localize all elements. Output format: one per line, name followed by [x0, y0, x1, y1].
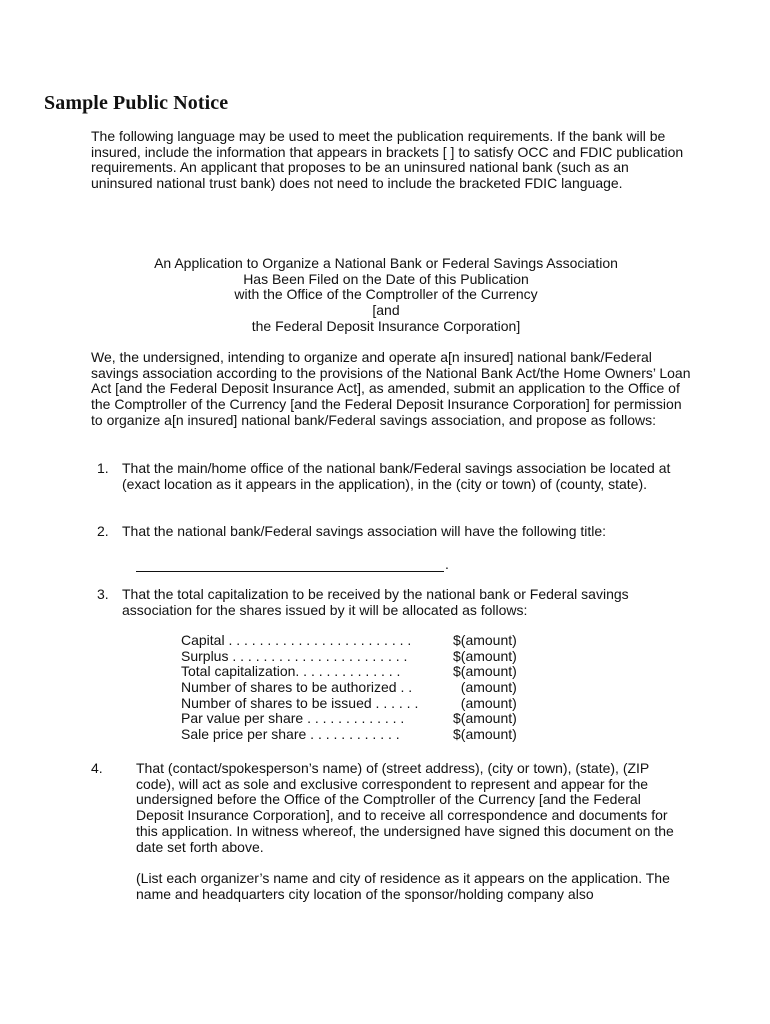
capitalization-label: Sale price per share . . . . . . . . . . . .: [181, 726, 400, 743]
list-item-text: That (contact/spokesperson’s name) of (street address), (city or town), (state), (ZIP code), will act as sole and exclusive correspondent to represent and appear for the undersigned before the Office of the Comptroller of the Currency [and the Federal Deposit Insurance Corporation], and to receive all correspondence and documents for this application. In witness whereof, the undersigned have signed this document on the date set forth above.: [136, 760, 674, 855]
list-item-number: 1.: [97, 460, 109, 476]
capitalization-amount: $(amount): [453, 710, 517, 727]
capitalization-label: Par value per share . . . . . . . . . . . . .: [181, 710, 405, 727]
notice-heading-line: the Federal Deposit Insurance Corporation]: [251, 317, 521, 334]
notice-heading-line: [and: [372, 302, 400, 319]
list-item-text: That the main/home office of the national bank/Federal savings association be located at (exact location as it appears in the application), in the (city or town) of (county, state).: [122, 460, 671, 492]
organizer-note: (List each organizer’s name and city of residence as it appears on the application. The name and headquarters city location of the sponsor/holding company also: [136, 870, 670, 902]
capitalization-amount: (amount): [453, 679, 517, 696]
application-paragraph: We, the undersigned, intending to organize and operate a[n insured] national bank/Federal savings association according to the provisions of the National Bank Act/the Home Owners’ Loan Act [and the Federal Deposit Insurance Act], as amended, submit an application to the Office of the Comptroller of the Currency [and the Federal Deposit Insurance Corporation] for permission to organize a[n insured] national bank/Federal savings association, and propose as follows:: [91, 349, 691, 428]
list-item-number: 2.: [97, 523, 109, 539]
capitalization-label: Capital . . . . . . . . . . . . . . . . . . . . . . . .: [181, 632, 412, 648]
capitalization-amount: (amount): [453, 694, 517, 711]
notice-heading-line: An Application to Organize a National Bank or Federal Savings Association: [154, 255, 618, 271]
page-title: Sample Public Notice: [44, 92, 229, 114]
capitalization-label: Number of shares to be authorized . .: [181, 679, 413, 696]
intro-paragraph: The following language may be used to meet the publication requirements. If the bank will be insured, include the information that appears in brackets [ ] to satisfy OCC and FDIC publication requirements. An applicant that proposes to be an uninsured national bank (such as an uninsured national trust bank) does not need to include the bracketed FDIC language.: [91, 128, 684, 192]
list-item-text: That the total capitalization to be received by the national bank or Federal savings association for the shares issued by it will be allocated as follows:: [122, 586, 629, 618]
list-item-number: 4.: [91, 760, 103, 776]
notice-heading-line: Has Been Filed on the Date of this Publication: [243, 270, 529, 287]
capitalization-amount: $(amount): [453, 632, 517, 648]
notice-heading-line: with the Office of the Comptroller of the Currency: [234, 286, 538, 303]
title-blank-line: [136, 571, 444, 572]
capitalization-amount: $(amount): [453, 647, 517, 664]
capitalization-amount: $(amount): [453, 726, 517, 743]
capitalization-label: Number of shares to be issued . . . . . .: [181, 694, 419, 711]
list-item-text: That the national bank/Federal savings association will have the following title:: [122, 523, 607, 539]
capitalization-label: Surplus . . . . . . . . . . . . . . . . . . . . . . .: [181, 647, 408, 664]
capitalization-amount: $(amount): [453, 663, 517, 680]
title-blank-period: .: [445, 556, 449, 572]
notice-heading: [91, 256, 681, 335]
list-item-number: 3.: [97, 586, 109, 602]
capitalization-label: Total capitalization. . . . . . . . . . . . . .: [181, 663, 401, 680]
